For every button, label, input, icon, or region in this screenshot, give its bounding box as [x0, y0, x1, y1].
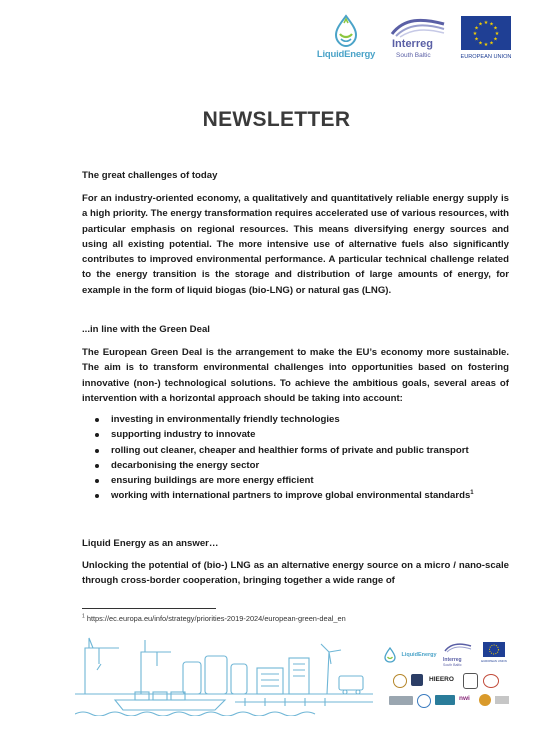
- partner-nwi-logo: nwi: [459, 695, 470, 702]
- section-heading-answer: Liquid Energy as an answer…: [82, 538, 219, 549]
- bullet-icon: [95, 494, 99, 498]
- section-heading-challenges: The great challenges of today: [82, 170, 218, 181]
- svg-text:★: ★: [489, 21, 494, 28]
- liquid-energy-emblem-icon: [383, 647, 397, 663]
- svg-text:★: ★: [493, 25, 498, 32]
- svg-text:★: ★: [474, 25, 479, 32]
- partner-crest-icon: [411, 674, 423, 686]
- svg-text:★: ★: [493, 36, 498, 43]
- partner-seal-icon: [393, 674, 407, 688]
- partner-emblem-icon: [483, 674, 499, 688]
- page-title: NEWSLETTER: [202, 108, 351, 131]
- svg-text:★: ★: [478, 21, 483, 28]
- partner-small-logo-icon: [495, 696, 509, 704]
- partner-hieero-logo: HIEERO: [429, 676, 454, 683]
- partner-logo-block-icon: [435, 695, 455, 705]
- interreg-logo: [386, 14, 452, 66]
- svg-text:★: ★: [472, 31, 478, 37]
- footnote-link[interactable]: https://ec.europa.eu/info/strategy/priorities-2019-2024/european-green-deal_en: [86, 614, 346, 623]
- interreg-wave-icon: [388, 14, 448, 38]
- list-item: supporting industry to innovate: [82, 427, 522, 442]
- eu-logo-text: EUROPEAN UNION: [460, 54, 512, 60]
- footer-partner-logos: [383, 640, 513, 718]
- liquid-energy-emblem-icon: [326, 14, 366, 48]
- liquid-energy-logo-text: LiquidEnergy: [316, 49, 376, 60]
- list-item: rolling out cleaner, cheaper and healthier forms of private and public transport: [82, 443, 522, 458]
- svg-text:★: ★: [494, 31, 500, 37]
- footer-port-illustration: [75, 634, 373, 716]
- svg-text:★: ★: [483, 42, 489, 48]
- liquid-energy-logo: [313, 14, 379, 66]
- footer-eu-logo: EUROPEAN UNION: [479, 642, 509, 663]
- list-item: ensuring buildings are more energy efficient: [82, 473, 522, 488]
- footnote-mark: 1: [82, 613, 85, 620]
- svg-text:★: ★: [489, 40, 494, 47]
- section-body-green-deal: The European Green Deal is the arrangement to make the EU’s economy more sustainable. The aim is to transform environmental challenges into opportunities based on fostering innovative (non-) technological solutions. To achieve the ambitious goals, several areas of intervention with a horizontal approach should be taking into account:: [82, 347, 509, 404]
- section-body-answer: Unlocking the potential of (bio-) LNG as an alternative energy source on a micro / nano-scale through cross-border cooperation, bringing together a wide range of: [82, 560, 509, 587]
- svg-text:★: ★: [474, 36, 479, 43]
- section-heading-green-deal: ...in line with the Green Deal: [82, 324, 210, 335]
- section-body-challenges: For an industry-oriented economy, a qualitatively and quantitatively reliable energy supply is a high priority. The energy transformation requires accelerated use of various resources, with particular emphasis on regional resources. This means diversifying energy sources and using all existing potential. The more intensive use of alternative fuels also significantly contributes to improved environmental performance. A particular technical challenge related to the energy transition is the storage and distribution of large amounts of energy, for example in the form of liquid biogas (bio-LNG) or natural gas (LNG).: [82, 193, 509, 296]
- footer-liquid-energy-logo: LiquidEnergy: [383, 646, 437, 664]
- eu-logo: [456, 16, 516, 68]
- svg-text:★: ★: [483, 20, 489, 26]
- green-deal-bullet-list: [82, 412, 522, 504]
- footnote-reference[interactable]: 1: [470, 490, 474, 497]
- eu-flag-icon: [461, 16, 511, 50]
- partner-globe-icon: [417, 694, 431, 708]
- list-item: investing in environmentally friendly technologies: [82, 412, 522, 427]
- interreg-wave-icon: [443, 641, 473, 653]
- list-item: working with international partners to improve global environmental standards$^1$: [82, 488, 522, 503]
- partner-shield-icon: [463, 673, 478, 689]
- footnote: [82, 614, 346, 623]
- bullet-icon: [95, 449, 99, 453]
- bullet-icon: [95, 464, 99, 468]
- svg-text:★: ★: [478, 40, 483, 47]
- list-item: decarbonising the energy sector: [82, 458, 522, 473]
- footnote-divider: [82, 608, 216, 609]
- footer-interreg-logo: Interreg South Baltic: [443, 640, 475, 666]
- eu-flag-icon: [483, 642, 505, 657]
- partner-logo-bar-icon: [389, 696, 413, 705]
- bullet-icon: [95, 479, 99, 483]
- bullet-icon: [95, 433, 99, 437]
- interreg-logo-text: Interreg: [392, 38, 433, 50]
- partner-circle-icon: [479, 694, 491, 706]
- bullet-icon: [95, 418, 99, 422]
- interreg-logo-subtext: South Baltic: [396, 52, 431, 59]
